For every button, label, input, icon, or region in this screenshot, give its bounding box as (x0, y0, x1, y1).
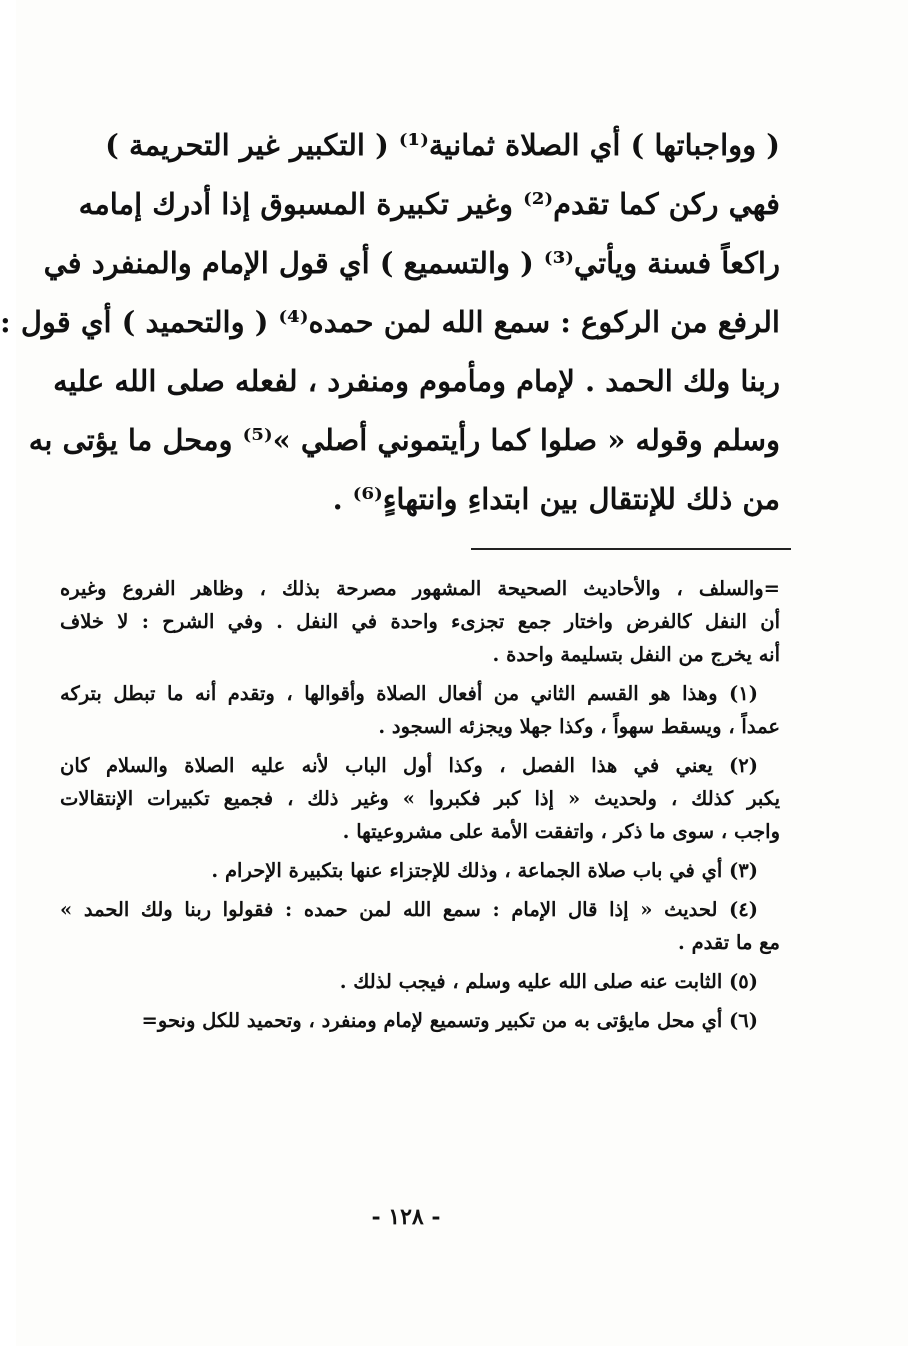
footnote-line: (١) وهذا هو القسم الثاني من أفعال الصلاة وأقوالها ، وتقدم أنه ما تبطل بتركه (60, 682, 758, 705)
footnote-line: (٣) أي في باب صلاة الجماعة ، وذلك للإجتزاء عنها بتكبيرة الإحرام . (211, 859, 758, 882)
footnote-1 (60, 677, 780, 743)
footnote-3 (60, 854, 780, 887)
main-text-line: فهي ركن كما تقدم⁽²⁾ وغير تكبيرة المسبوق إذا أدرك إمامه (78, 187, 780, 221)
footnote-line: واجب ، سوى ما ذكر ، واتفقت الأمة على مشروعيتها . (342, 820, 780, 843)
main-text (0, 116, 780, 529)
footnote-line: (٤) لحديث « إذا قال الإمام : سمع الله لمن حمده : فقولوا ربنا ولك الحمد » (60, 898, 758, 921)
page-number: - ١٢٨ - (371, 1204, 441, 1230)
main-text-line: وسلم وقوله « صلوا كما رأيتموني أصلي »⁽⁵⁾ ومحل ما يؤتى به (28, 423, 780, 457)
footnote-2 (60, 749, 780, 848)
footnote-4 (60, 893, 780, 959)
footnote-separator (471, 548, 791, 550)
footnote-6 (60, 1004, 780, 1037)
footnote-line: أن النفل كالفرض واختار جمع تجزىء واحدة في النفل . وفي الشرح : لا خلاف (60, 610, 780, 633)
main-text-line: ( وواجباتها ) أي الصلاة ثمانية⁽¹⁾ ( التكبير غير التحريمة ) (105, 128, 780, 162)
footnote-line: (٥) الثابت عنه صلى الله عليه وسلم ، فيجب لذلك . (339, 970, 758, 993)
footnote-5 (60, 965, 780, 998)
footnote-line: (٦) أي محل مايؤتى به من تكبير وتسميع لإمام ومنفرد ، وتحميد للكل ونحو= (141, 1009, 758, 1032)
footnote-line: مع ما تقدم . (678, 931, 780, 954)
main-text-line: راكعاً فسنة ويأتي⁽³⁾ ( والتسميع ) أي قول الإمام والمنفرد في (43, 246, 780, 280)
footnote-line: يكبر كذلك ، ولحديث « إذا كبر فكبروا » وغير ذلك ، فجميع تكبيرات الإنتقالات (60, 787, 780, 810)
footnote-line: أنه يخرج من النفل بتسليمة واحدة . (492, 643, 780, 666)
main-text-line: ربنا ولك الحمد . لإمام ومأموم ومنفرد ، لفعله صلى الله عليه (53, 364, 780, 398)
footnote-line: =والسلف ، والأحاديث الصحيحة المشهور مصرحة بذلك ، وظاهر الفروع وغيره (60, 577, 780, 600)
footnote-continuation (60, 572, 780, 671)
footnotes (60, 572, 780, 1043)
footnote-line: عمداً ، ويسقط سهواً ، وكذا جهلا ويجزئه السجود . (378, 715, 780, 738)
footnote-line: (٢) يعني في هذا الفصل ، وكذا أول الباب لأنه عليه الصلاة والسلام كان (60, 754, 758, 777)
main-text-line: الرفع من الركوع : سمع الله لمن حمده⁽⁴⁾ ( والتحميد ) أي قول : (0, 305, 780, 339)
main-text-line: من ذلك للإنتقال بين ابتداءِ وانتهاءٍ⁽⁶⁾ . (332, 482, 780, 516)
